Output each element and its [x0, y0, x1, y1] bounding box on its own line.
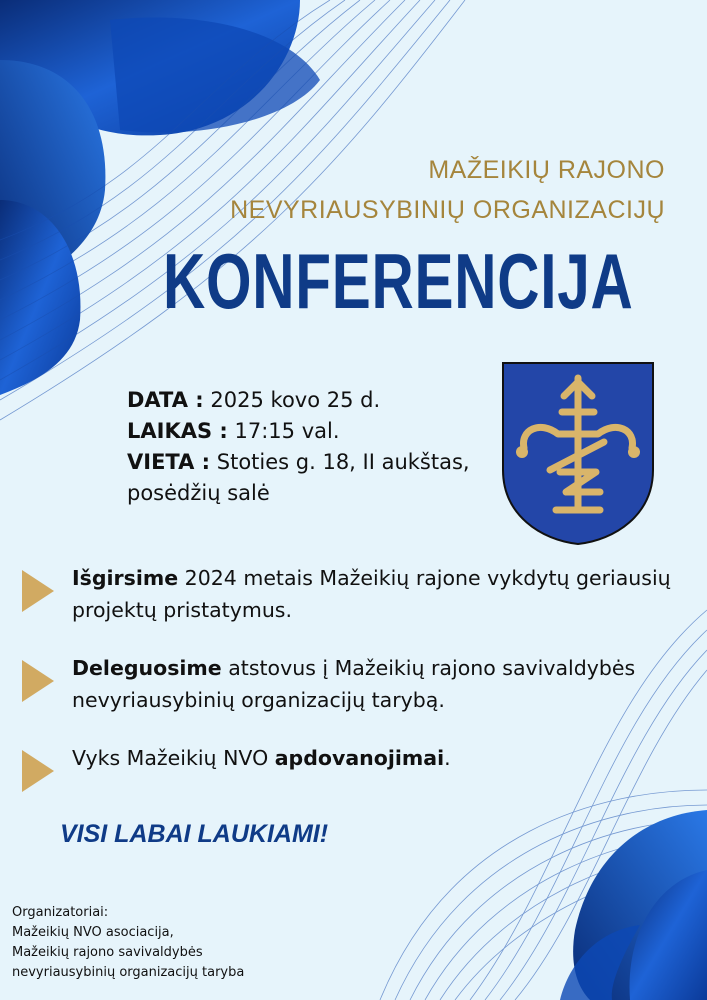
list-item [20, 652, 700, 716]
bullet-1-text: 2024 metais Mažeikių rajone vykdytų geriausių projektų pristatymus. [72, 566, 671, 622]
organizers-block [12, 903, 244, 983]
place-row-2 [127, 478, 487, 509]
coat-of-arms-icon [500, 360, 656, 546]
play-triangle-icon [20, 748, 56, 794]
play-triangle-icon [20, 568, 56, 614]
time-label: LAIKAS : [127, 419, 228, 443]
organizers-label: Organizatoriai: [12, 905, 109, 920]
time-row [127, 416, 487, 447]
page-title: KONFERENCIJA [163, 237, 634, 325]
bottom-right-ribbon [560, 810, 707, 1000]
event-details [127, 385, 487, 509]
bullet-2-text: atstovus į Mažeikių rajono savivaldybės nevyriausybinių organizacijų tarybą. [72, 656, 636, 712]
place-value-1: Stoties g. 18, II aukštas, [216, 450, 470, 474]
play-triangle-icon [20, 658, 56, 704]
time-value: 17:15 val. [234, 419, 340, 443]
bullet-3-bold: apdovanojimai [274, 746, 445, 770]
bullet-text-2 [72, 652, 700, 716]
bullet-2-bold: Deleguosime [72, 656, 222, 680]
place-label: VIETA : [127, 450, 211, 474]
bullet-text-1 [72, 562, 700, 626]
header-line-2: NEVYRIAUSYBINIŲ ORGANIZACIJŲ [230, 196, 665, 224]
bullet-3-pre: Vyks Mažeikių NVO [72, 746, 275, 770]
date-label: DATA : [127, 388, 204, 412]
date-row [127, 385, 487, 416]
welcome-text: VISI LABAI LAUKIAMI! [60, 820, 329, 848]
organizer-line-2: Mažeikių rajono savivaldybės [12, 945, 203, 960]
bullet-3-post: . [444, 746, 451, 770]
header-line-1: MAŽEIKIŲ RAJONO [428, 156, 665, 184]
date-value: 2025 kovo 25 d. [210, 388, 381, 412]
list-item [20, 562, 700, 626]
place-value-2: posėdžių salė [127, 481, 270, 505]
bullet-text-3 [72, 742, 700, 774]
list-item [20, 742, 700, 774]
bullet-1-bold: Išgirsime [72, 566, 179, 590]
organizer-line-1: Mažeikių NVO asociacija, [12, 925, 174, 940]
bullet-list [20, 562, 700, 800]
organizer-line-3: nevyriausybinių organizacijų taryba [12, 965, 245, 980]
place-row [127, 447, 487, 478]
